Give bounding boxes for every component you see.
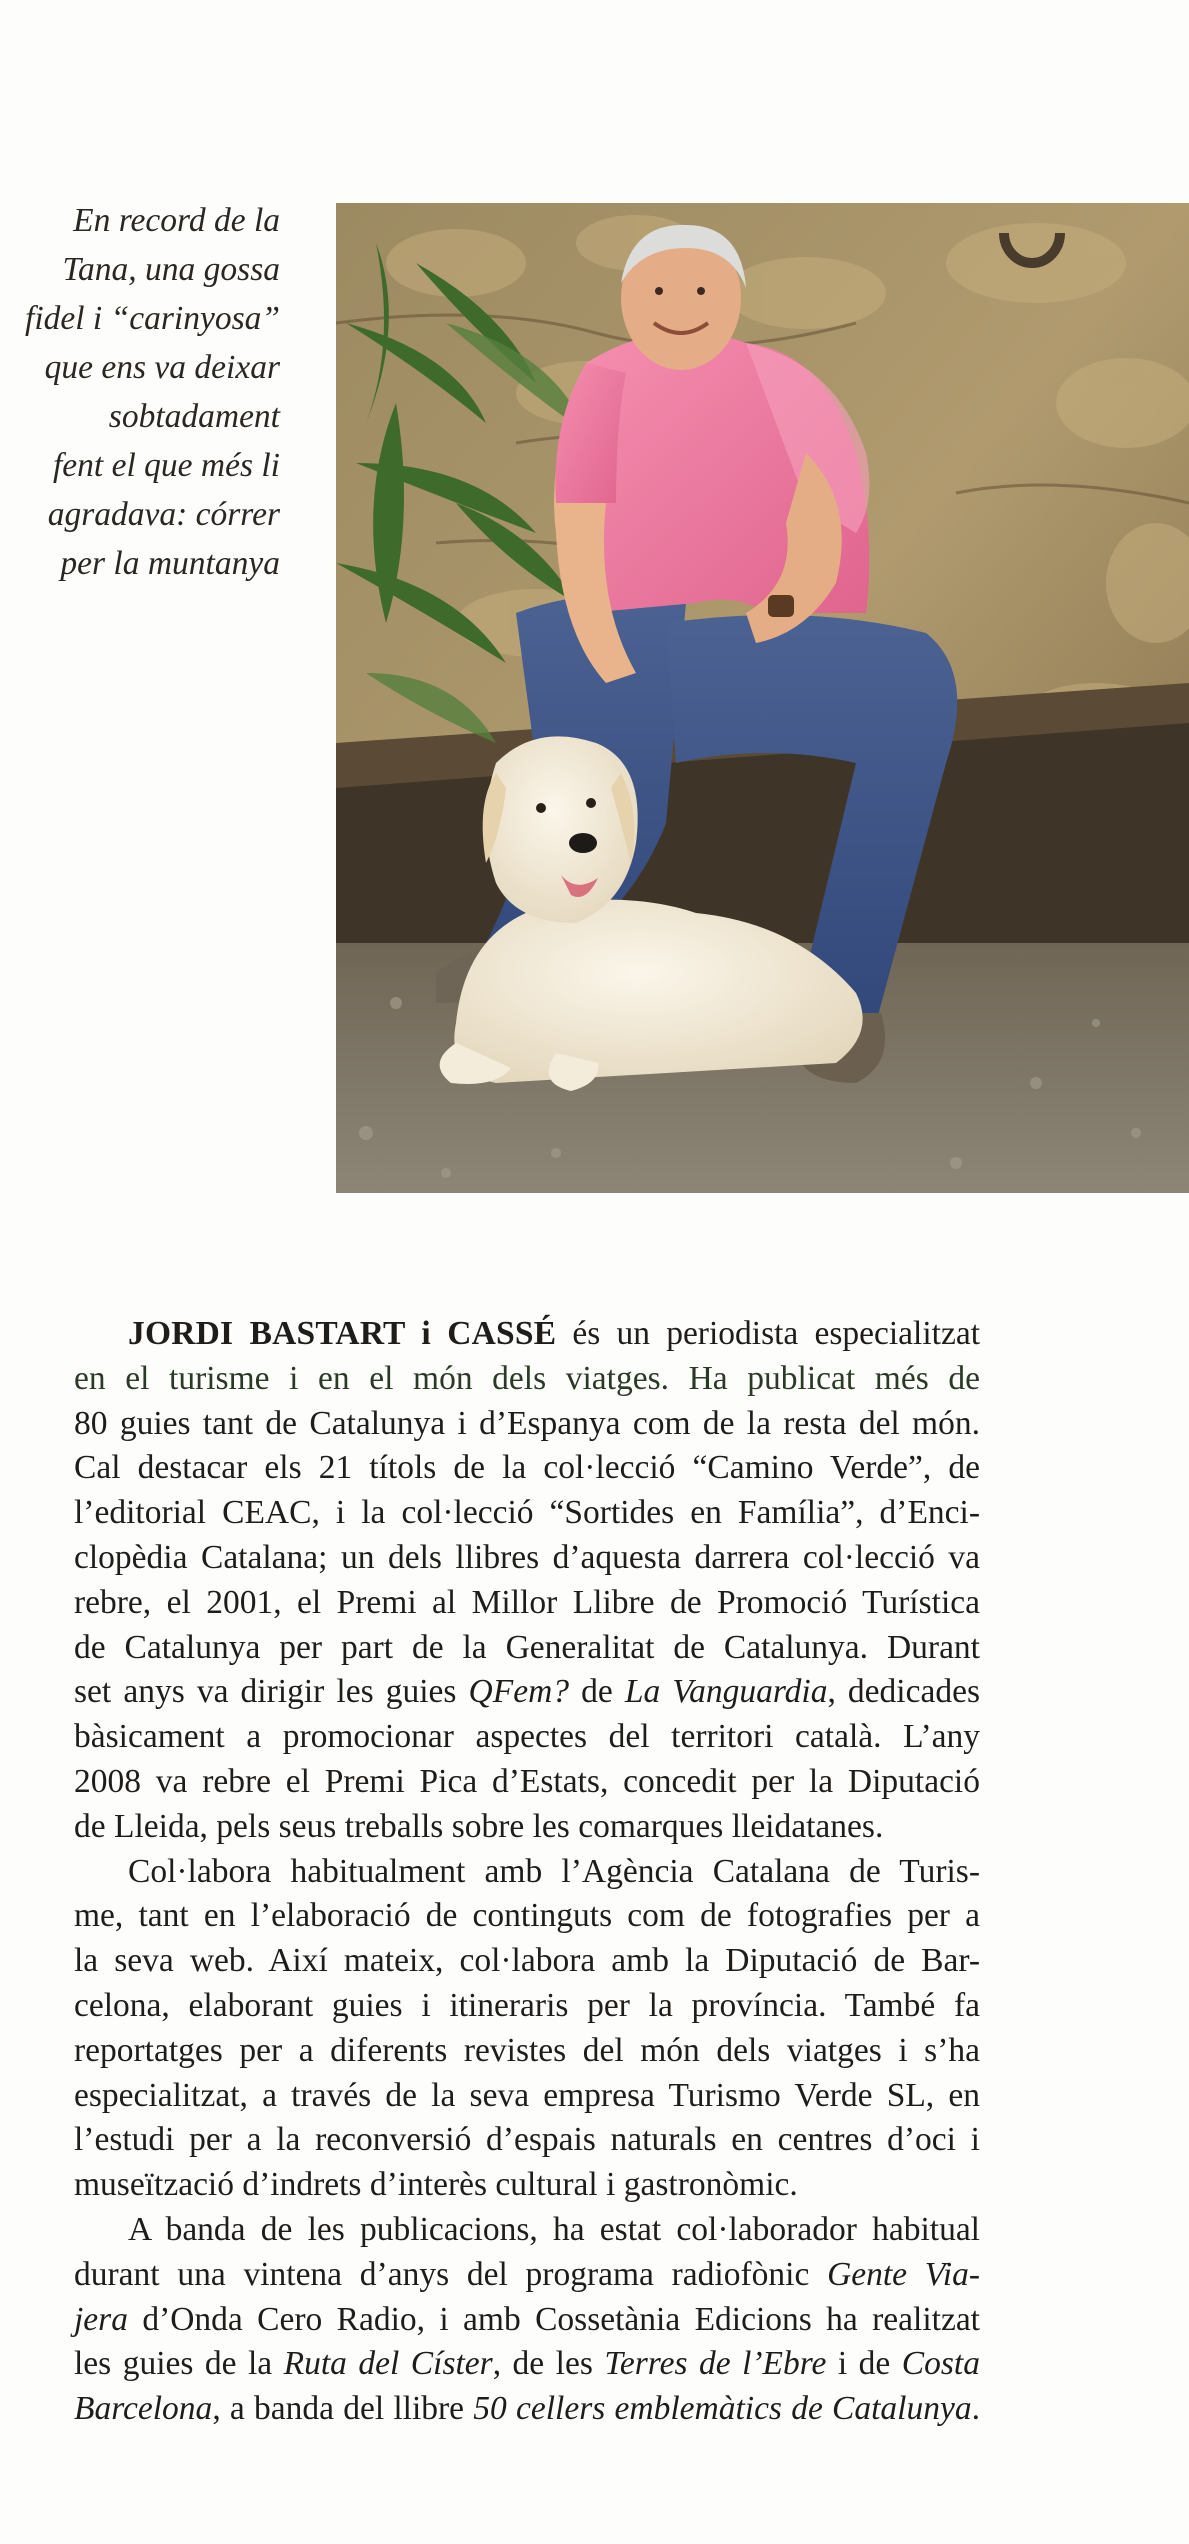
dedication-line: per la muntanya	[60, 545, 280, 582]
text-line: 80 guies tant de Catalunya i d’Espanya com de la resta del món.	[74, 1404, 980, 1442]
text-line: reportatges per a diferents revistes del món dels viatges i s’ha	[74, 2031, 980, 2069]
author-with-dog-photo	[336, 203, 1189, 1193]
text-span: de	[569, 1673, 625, 1711]
italic-title: Ruta del Císter	[283, 2345, 493, 2383]
bio-paragraph-2	[74, 1850, 980, 2208]
text-line	[74, 1312, 980, 1357]
text-span: durant una vintena d’anys del programa radiofònic	[74, 2255, 828, 2293]
text-span: .	[971, 2390, 980, 2428]
author-photo	[336, 203, 1189, 1193]
italic-title: 50 cellers emblemàtics de Catalunya	[473, 2390, 972, 2428]
text-span: i de	[826, 2345, 902, 2383]
italic-title: Terres de l’Ebre	[604, 2345, 827, 2383]
text-line: Col·labora habitualment amb l’Agència Catalana de Turis-	[128, 1852, 980, 1890]
text-line: me, tant en l’elaboració de continguts com de fotografies per a	[74, 1897, 980, 1935]
text-line	[74, 2342, 980, 2387]
text-line: de Catalunya per part de la Generalitat de Catalunya. Durant	[74, 1628, 980, 1666]
dedication-caption	[18, 196, 280, 588]
dedication-line: Tana, una gossa	[62, 251, 280, 288]
text-line: especialitzat, a través de la seva empresa Turismo Verde SL, en	[74, 2076, 980, 2114]
text-line	[74, 2387, 980, 2432]
text-span: , dedicades	[827, 1673, 981, 1711]
italic-title: La Vanguardia	[624, 1673, 828, 1711]
text-line: bàsicament a promocionar aspectes del territori català. L’any	[74, 1718, 980, 1756]
text-span: d’Onda Cero Radio, i amb Cossetània Edicions ha realitzat	[127, 2300, 980, 2338]
text-line: Cal destacar els 21 títols de la col·lecció “Camino Verde”, de	[74, 1449, 980, 1487]
text-span: , a banda del llibre	[212, 2390, 474, 2428]
text-line	[74, 2253, 980, 2298]
italic-title: Costa	[901, 2345, 980, 2383]
text-line: rebre, el 2001, el Premi al Millor Llibre de Promoció Turística	[74, 1583, 980, 1621]
italic-title: Gente Via-	[827, 2255, 980, 2293]
bio-paragraph-1	[74, 1312, 980, 1850]
author-biography	[74, 1312, 980, 2432]
author-name: JORDI BASTART i CASSÉ	[128, 1315, 557, 1352]
text-line: de Lleida, pels seus treballs sobre les comarques lleidatanes.	[74, 1807, 884, 1845]
text-line	[74, 2298, 980, 2343]
dedication-line: En record de la	[73, 202, 280, 239]
text-span: les guies de la	[74, 2345, 284, 2383]
dedication-line: fidel i “carinyosa”	[25, 300, 280, 337]
dedication-line: fent el que més li	[53, 447, 280, 484]
text-line: l’editorial CEAC, i la col·lecció “Sortides en Família”, d’Enci-	[74, 1494, 980, 1532]
italic-title: QFem?	[468, 1673, 570, 1711]
text-line: clopèdia Catalana; un dels llibres d’aquesta darrera col·lecció va	[74, 1538, 980, 1576]
italic-title: Barcelona	[74, 2390, 213, 2428]
text-line: en el turisme i en el món dels viatges. Ha publicat més de	[74, 1359, 980, 1397]
text-line	[74, 1670, 980, 1715]
text-span: , de les	[492, 2345, 605, 2383]
text-line: la seva web. Així mateix, col·labora amb la Diputació de Bar-	[74, 1942, 980, 1980]
text-span: és un periodista especialitzat	[556, 1315, 981, 1352]
text-line: l’estudi per a la reconversió d’espais naturals en centres d’oci i	[74, 2121, 980, 2159]
text-span: set anys va dirigir les guies	[74, 1673, 469, 1711]
italic-title: jera	[74, 2300, 128, 2338]
dedication-line: sobtadament	[108, 398, 280, 435]
text-line: museïtzació d’indrets d’interès cultural i gastronòmic.	[74, 2166, 798, 2204]
text-line: 2008 va rebre el Premi Pica d’Estats, concedit per la Diputació	[74, 1762, 980, 1800]
text-line: A banda de les publicacions, ha estat col·laborador habitual	[128, 2210, 980, 2248]
dedication-line: que ens va deixar	[44, 349, 280, 386]
bio-paragraph-3	[74, 2208, 980, 2432]
dedication-line: agradava: córrer	[47, 496, 280, 533]
text-line: celona, elaborant guies i itineraris per la província. També fa	[74, 1986, 980, 2024]
